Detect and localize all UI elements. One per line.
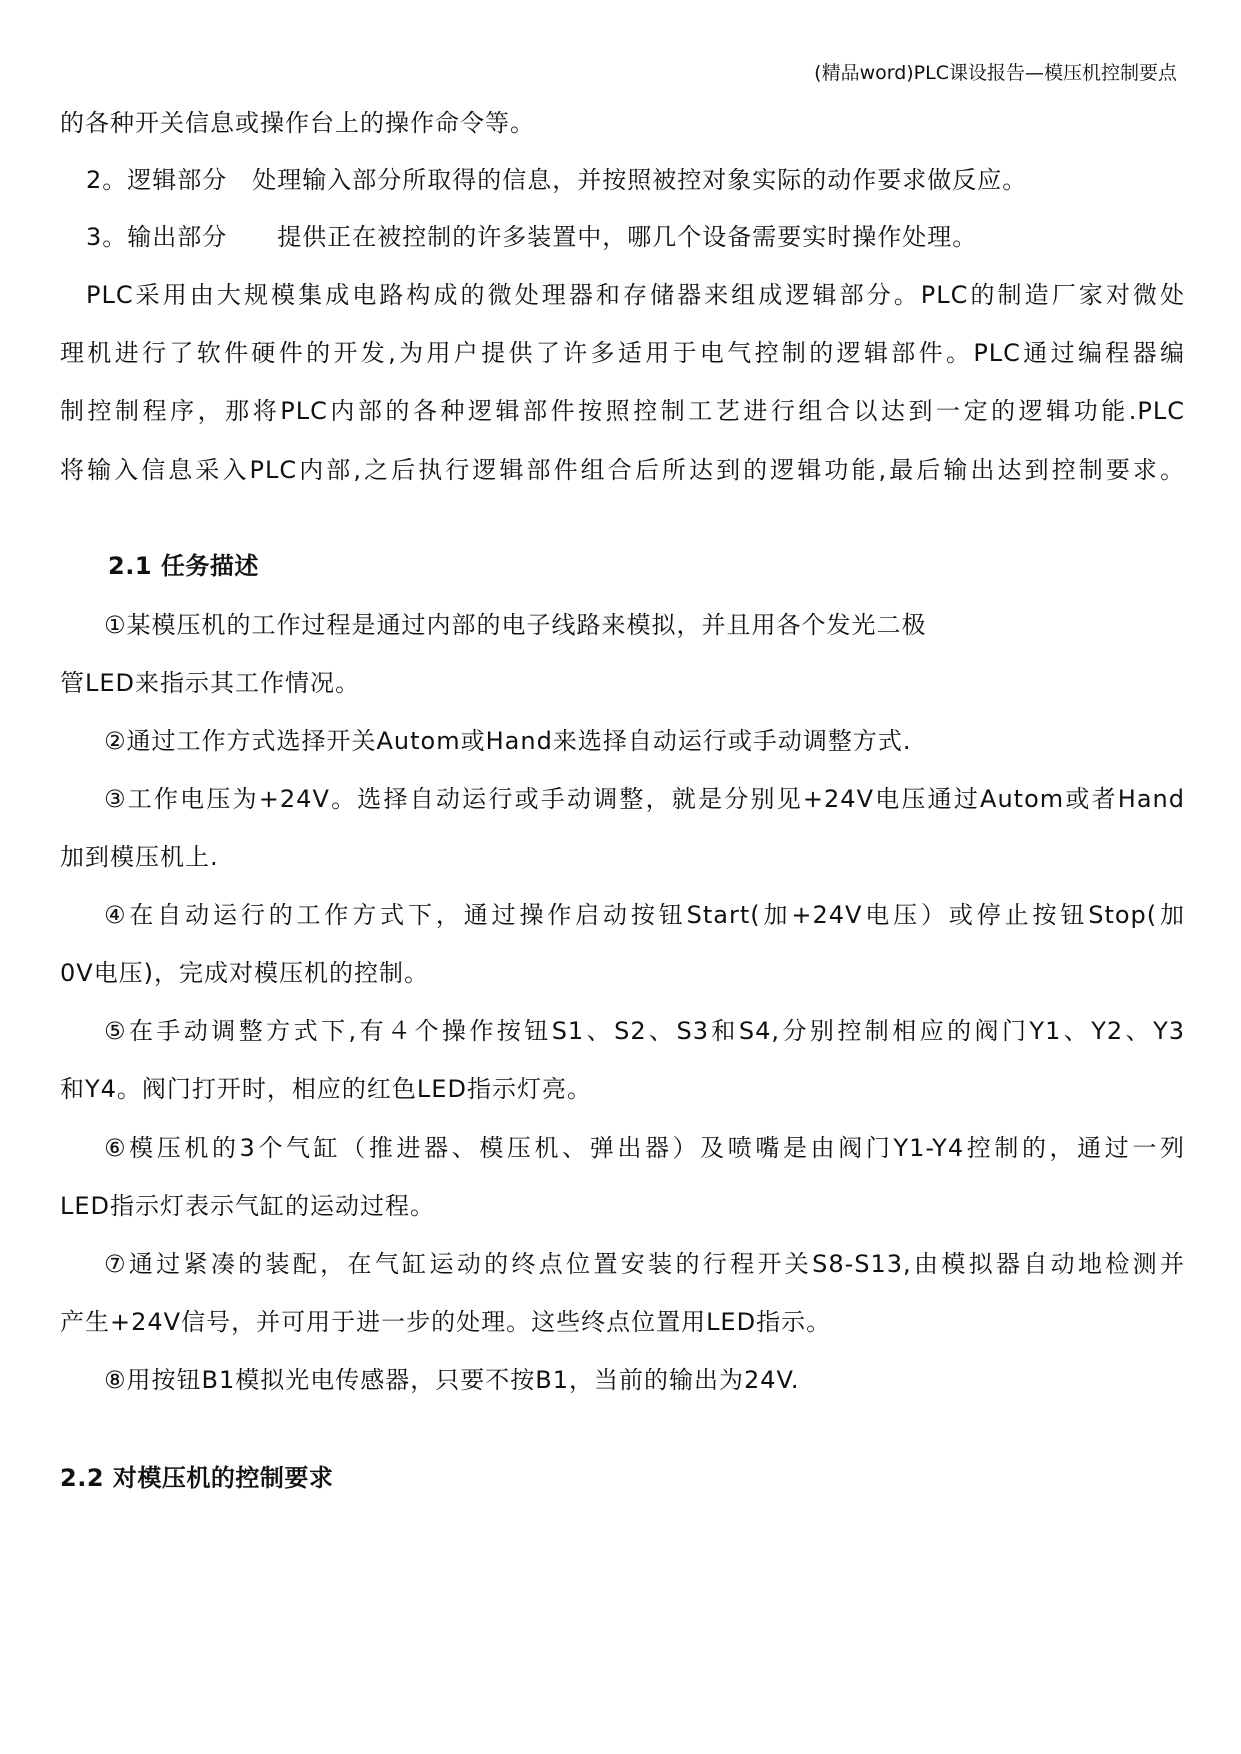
task-line: ⑦通过紧凑的装配，在气缸运动的终点位置安装的行程开关S8-S13,由模拟器自动地检测并 <box>104 1250 1185 1278</box>
task-line: ④在自动运行的工作方式下，通过操作启动按钮Start(加+24V电压）或停止按钮Stop(加 <box>104 901 1185 929</box>
task-line: 加到模压机上. <box>60 843 219 871</box>
intro-item-3: 3。输出部分 提供正在被控制的许多装置中，哪几个设备需要实时操作处理。 <box>86 223 978 251</box>
task-line: 0V电压)，完成对模压机的控制。 <box>60 959 430 987</box>
intro-paragraph-line: 将输入信息采入PLC内部,之后执行逻辑部件组合后所达到的逻辑功能,最后输出达到控制要求。 <box>60 456 1185 484</box>
intro-paragraph-line: 理机进行了软件硬件的开发,为用户提供了许多适用于电气控制的逻辑部件。PLC通过编程器编 <box>60 339 1185 367</box>
document-header: (精品word)PLC课设报告—模压机控制要点 <box>814 62 1177 84</box>
task-line: ②通过工作方式选择开关Autom或Hand来选择自动运行或手动调整方式. <box>104 727 912 755</box>
task-line: 和Y4。阀门打开时，相应的红色LED指示灯亮。 <box>60 1075 592 1103</box>
task-line: ⑧用按钮B1模拟光电传感器，只要不按B1，当前的输出为24V. <box>104 1366 800 1394</box>
task-line: ⑥模压机的3个气缸（推进器、模压机、弹出器）及喷嘴是由阀门Y1-Y4控制的，通过一列 <box>104 1134 1185 1162</box>
section-2-1-heading: 2.1 任务描述 <box>108 552 259 580</box>
intro-line-0: 的各种开关信息或操作台上的操作命令等。 <box>60 109 535 137</box>
intro-item-2: 2。逻辑部分 处理输入部分所取得的信息，并按照被控对象实际的动作要求做反应。 <box>86 166 1028 194</box>
task-line: 管LED来指示其工作情况。 <box>60 669 361 697</box>
task-line: ①某模压机的工作过程是通过内部的电子线路来模拟，并且用各个发光二极 <box>104 611 927 639</box>
task-line: ⑤在手动调整方式下,有４个操作按钮S1、S2、S3和S4,分别控制相应的阀门Y1、Y2、Y3 <box>104 1017 1185 1045</box>
task-line: LED指示灯表示气缸的运动过程。 <box>60 1192 436 1220</box>
section-2-2-heading: 2.2 对模压机的控制要求 <box>60 1464 334 1492</box>
task-line: 产生+24V信号，并可用于进一步的处理。这些终点位置用LED指示。 <box>60 1308 832 1336</box>
intro-paragraph-line: PLC采用由大规模集成电路构成的微处理器和存储器来组成逻辑部分。PLC的制造厂家对微处 <box>86 281 1185 309</box>
intro-paragraph-line: 制控制程序，那将PLC内部的各种逻辑部件按照控制工艺进行组合以达到一定的逻辑功能.PLC <box>60 397 1185 425</box>
task-line: ③工作电压为+24V。选择自动运行或手动调整，就是分别见+24V电压通过Autom或者Hand <box>104 785 1185 813</box>
